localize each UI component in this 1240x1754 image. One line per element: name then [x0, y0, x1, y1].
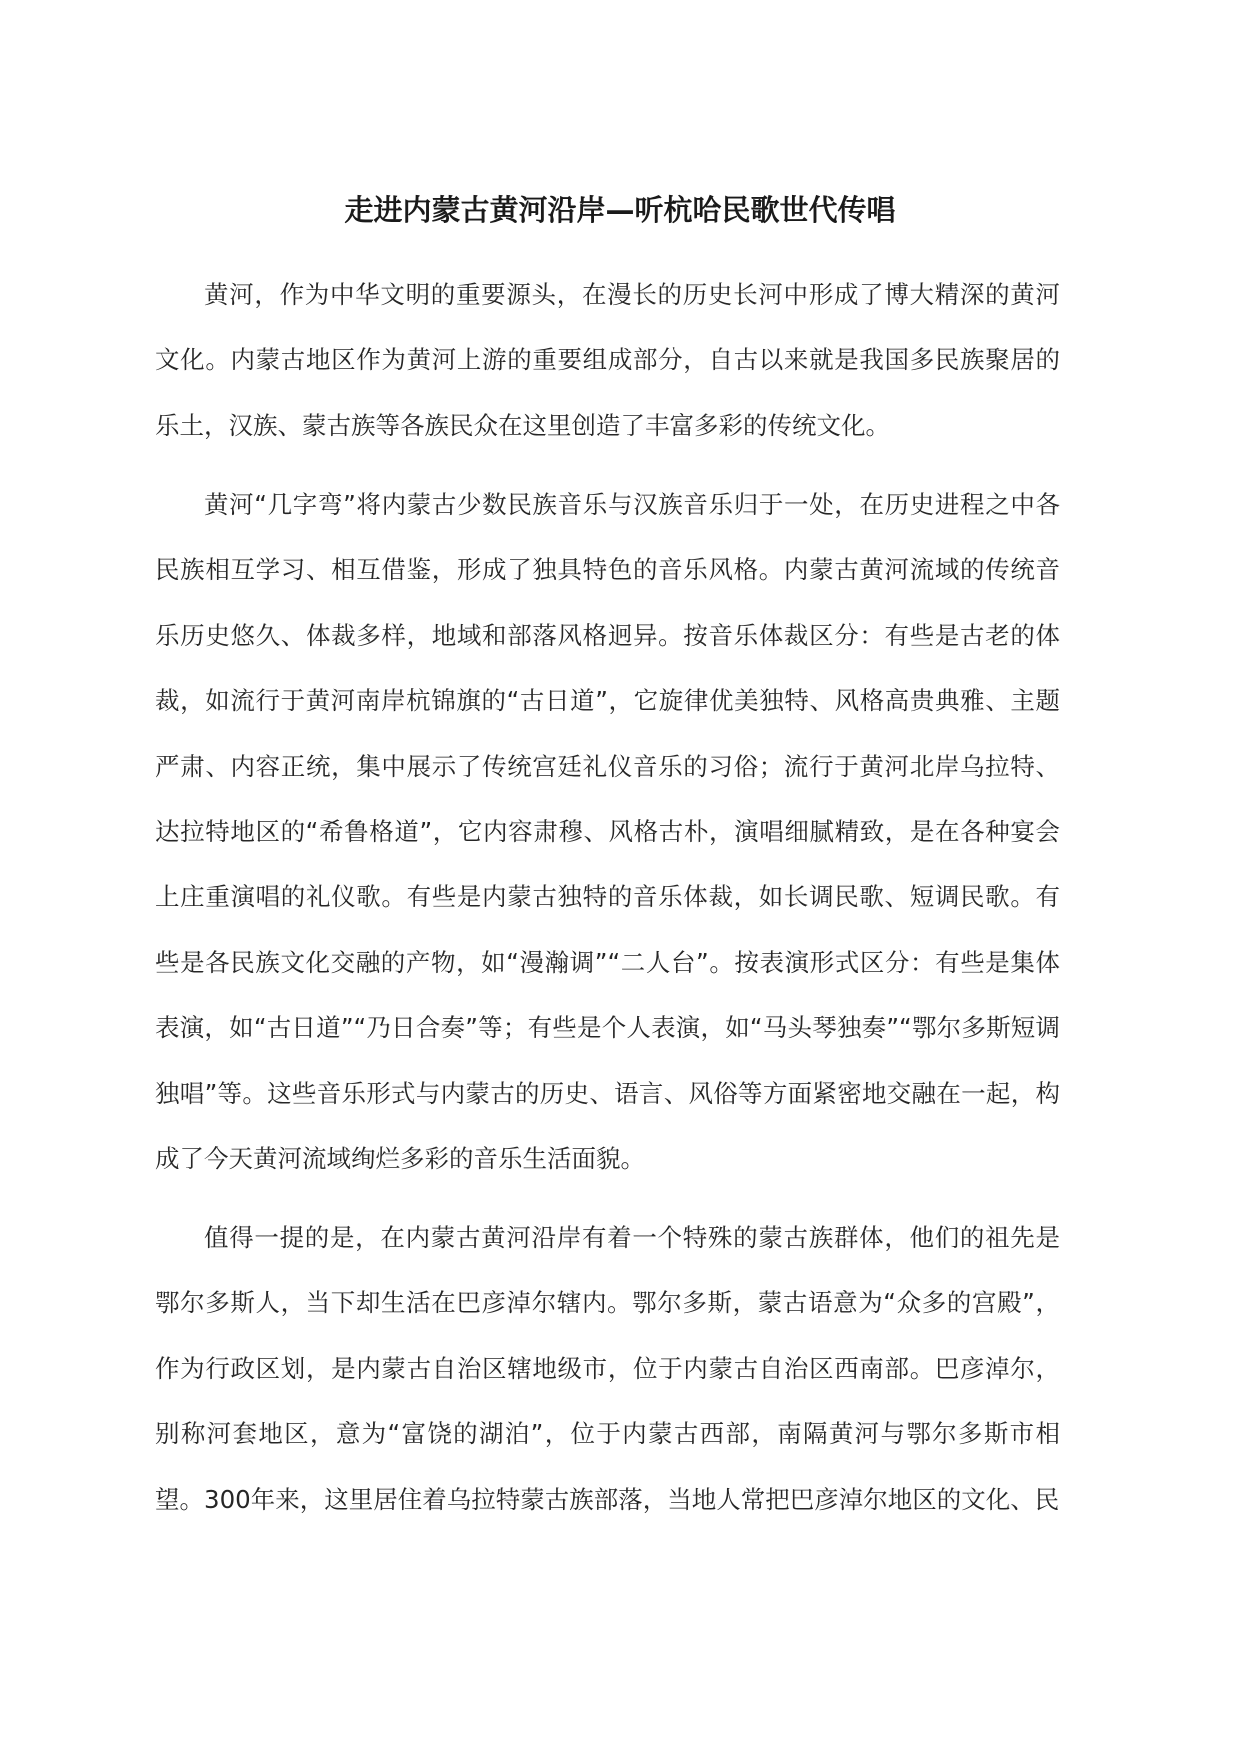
- paragraph-3: 值得一提的是，在内蒙古黄河沿岸有着一个特殊的蒙古族群体，他们的祖先是鄂尔多斯人，当下却生活在巴彦淖尔辖内。鄂尔多斯，蒙古语意为“众多的宫殿”，作为行政区划，是内蒙古自治区辖地级市，位于内蒙古自治区西南部。巴彦淖尔，别称河套地区，意为“富饶的湖泊”，位于内蒙古西部，南隔黄河与鄂尔多斯市相望。300年来，这里居住着乌拉特蒙古族部落，当地人常把巴彦淖尔地区的文化、民: [155, 1223, 1060, 1514]
- page-title: 走进内蒙古黄河沿岸—听杭哈民歌世代传唱: [344, 193, 896, 227]
- paragraph-2: 黄河“几字弯”将内蒙古少数民族音乐与汉族音乐归于一处，在历史进程之中各民族相互学习、相互借鉴，形成了独具特色的音乐风格。内蒙古黄河流域的传统音乐历史悠久、体裁多样，地域和部落风格迥异。按音乐体裁区分：有些是古老的体裁，如流行于黄河南岸杭锦旗的“古日道”，它旋律优美独特、风格高贵典雅、主题严肃、内容正统，集中展示了传统宫廷礼仪音乐的习俗；流行于黄河北岸乌拉特、达拉特地区的“希鲁格道”，它内容肃穆、风格古朴，演唱细腻精致，是在各种宴会上庄重演唱的礼仪歌。有些是内蒙古独特的音乐体裁，如长调民歌、短调民歌。有些是各民族文化交融的产物，如“漫瀚调”“二人台”。按表演形式区分：有些是集体表演，如“古日道”“乃日合奏”等；有些是个人表演，如“马头琴独奏”“鄂尔多斯短调独唱”等。这些音乐形式与内蒙古的历史、语言、风俗等方面紧密地交融在一起，构成了今天黄河流域绚烂多彩的音乐生活面貌。: [155, 490, 1060, 1174]
- paragraph-1: 黄河，作为中华文明的重要源头，在漫长的历史长河中形成了博大精深的黄河文化。内蒙古地区作为黄河上游的重要组成部分，自古以来就是我国多民族聚居的乐土，汉族、蒙古族等各族民众在这里创造了丰富多彩的传统文化。: [155, 280, 1060, 440]
